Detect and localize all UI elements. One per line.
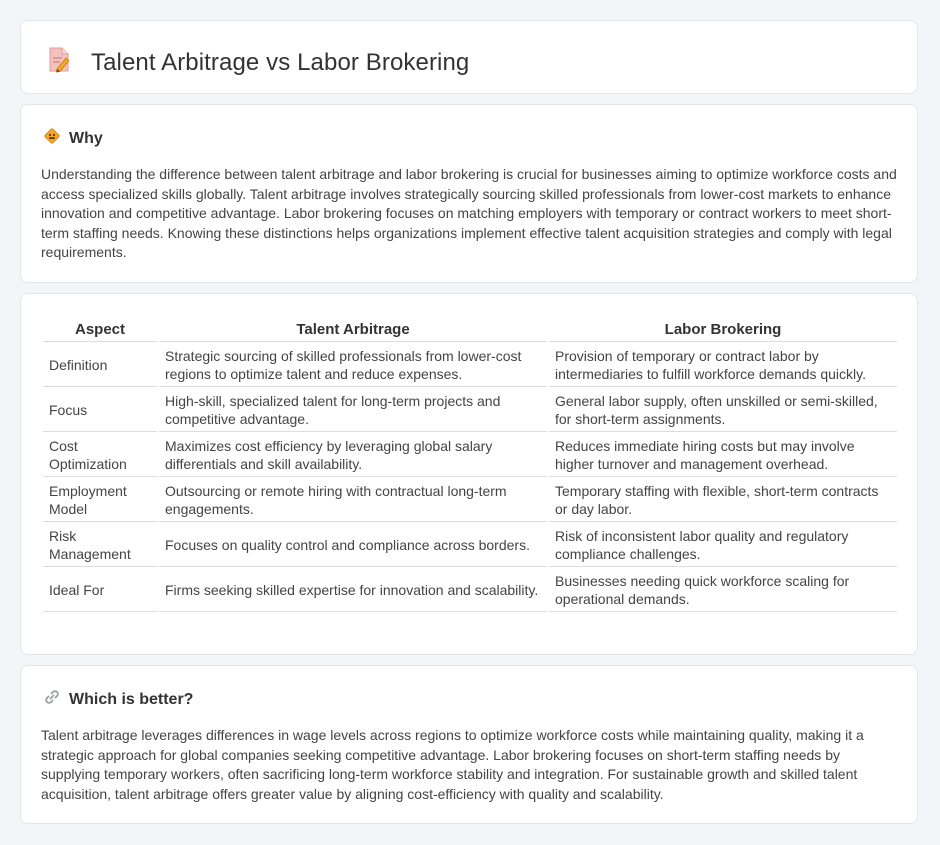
diamond-sign-icon bbox=[43, 127, 61, 150]
better-text: Talent arbitrage leverages differences in wage levels across regions to optimize workforce costs while maintaining quality, making it a strategic approach for global companies seeking competitive advantage. Labor brokering focuses on short-term staffing needs by supplying temporary workers, often sacrificing long-term workforce stability and integration. For sustainable growth and skilled talent acquisition, talent arbitrage offers greater value by aligning cost-efficiency with quality and scalability. bbox=[41, 727, 864, 802]
document-pencil-icon bbox=[47, 47, 71, 78]
which-is-better-section bbox=[20, 665, 918, 824]
why-heading: Why bbox=[69, 129, 103, 147]
row-aspect: Focus bbox=[43, 389, 157, 432]
table-row bbox=[43, 569, 897, 612]
row-labor-brokering: Temporary staffing with flexible, short-term contracts or day labor. bbox=[549, 479, 897, 522]
table-row bbox=[43, 434, 897, 477]
row-labor-brokering: Risk of inconsistent labor quality and regulatory compliance challenges. bbox=[549, 524, 897, 567]
table-row bbox=[43, 389, 897, 432]
row-talent-arbitrage: Maximizes cost efficiency by leveraging global salary differentials and skill availability. bbox=[159, 434, 547, 477]
better-heading: Which is better? bbox=[69, 690, 194, 708]
column-header-talent-arbitrage: Talent Arbitrage bbox=[159, 318, 547, 342]
row-talent-arbitrage: Strategic sourcing of skilled professionals from lower-cost regions to optimize talent and reduce expenses. bbox=[159, 344, 547, 387]
row-aspect: Definition bbox=[43, 344, 157, 387]
row-talent-arbitrage: Outsourcing or remote hiring with contractual long-term engagements. bbox=[159, 479, 547, 522]
page-title: Talent Arbitrage vs Labor Brokering bbox=[91, 48, 470, 76]
row-talent-arbitrage: High-skill, specialized talent for long-term projects and competitive advantage. bbox=[159, 389, 547, 432]
link-icon bbox=[43, 688, 61, 711]
why-section bbox=[20, 104, 918, 283]
table-row bbox=[43, 524, 897, 567]
why-header bbox=[43, 127, 103, 150]
better-header bbox=[43, 688, 193, 711]
row-labor-brokering: Businesses needing quick workforce scaling for operational demands. bbox=[549, 569, 897, 612]
column-header-labor-brokering: Labor Brokering bbox=[549, 318, 897, 342]
row-talent-arbitrage: Focuses on quality control and compliance across borders. bbox=[159, 524, 547, 567]
comparison-section bbox=[20, 293, 918, 655]
comparison-table bbox=[41, 316, 899, 614]
row-aspect: Risk Management bbox=[43, 524, 157, 567]
row-labor-brokering: General labor supply, often unskilled or semi-skilled, for short-term assignments. bbox=[549, 389, 897, 432]
row-aspect: Employment Model bbox=[43, 479, 157, 522]
row-labor-brokering: Provision of temporary or contract labor by intermediaries to fulfill workforce demands quickly. bbox=[549, 344, 897, 387]
table-row bbox=[43, 344, 897, 387]
row-aspect: Ideal For bbox=[43, 569, 157, 612]
why-text: Understanding the difference between talent arbitrage and labor brokering is crucial for businesses aiming to optimize workforce costs and access specialized skills globally. Talent arbitrage involves strategically sourcing skilled professionals from lower-cost markets to enhance innovation and competitive advantage. Labor brokering focuses on matching employers with temporary or contract workers to meet short-term staffing needs. Knowing these distinctions helps organizations implement effective talent acquisition strategies and comply with legal requirements. bbox=[41, 166, 897, 261]
row-aspect: Cost Optimization bbox=[43, 434, 157, 477]
row-talent-arbitrage: Firms seeking skilled expertise for innovation and scalability. bbox=[159, 569, 547, 612]
title-card bbox=[20, 20, 918, 94]
row-labor-brokering: Reduces immediate hiring costs but may involve higher turnover and management overhead. bbox=[549, 434, 897, 477]
column-header-aspect: Aspect bbox=[43, 318, 157, 342]
table-header-row bbox=[43, 318, 897, 342]
title-row bbox=[47, 47, 469, 78]
table-row bbox=[43, 479, 897, 522]
